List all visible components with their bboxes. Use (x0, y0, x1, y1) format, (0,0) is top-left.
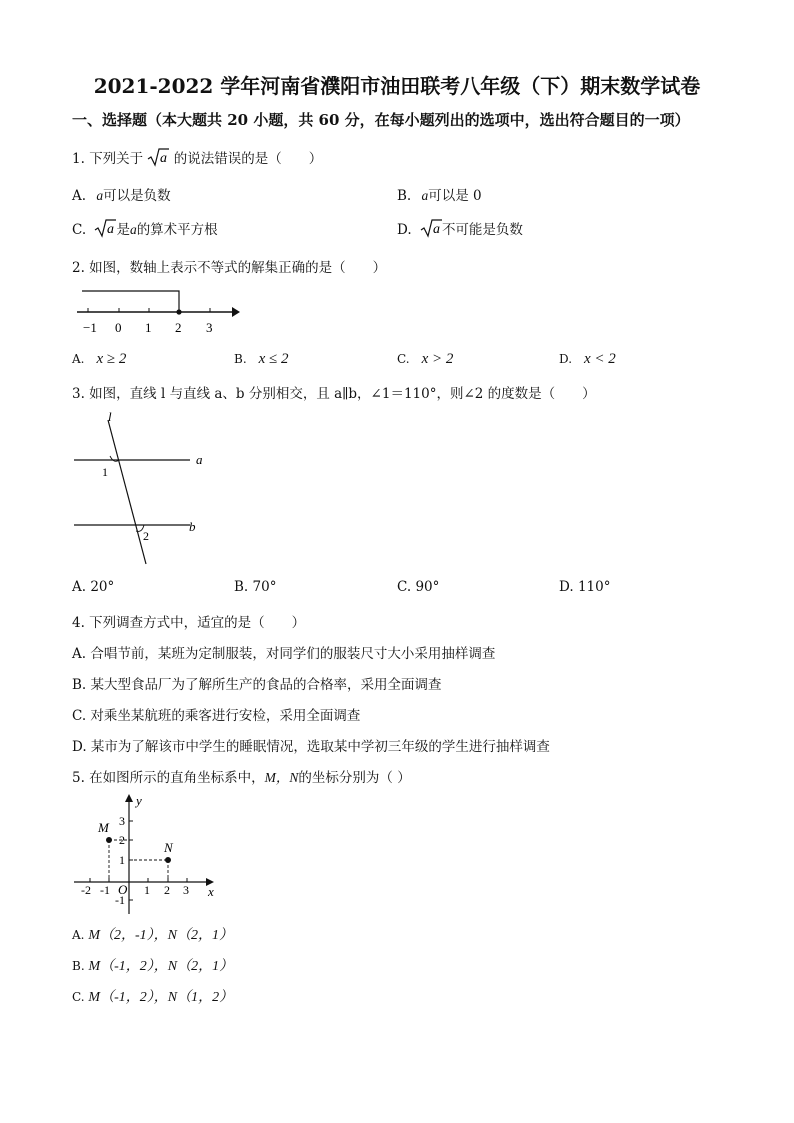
svg-text:a: a (107, 222, 115, 237)
svg-text:a: a (160, 151, 168, 166)
q4-option-d: D. 某市为了解该市中学生的睡眠情况，选取某中学初三年级的学生进行抽样调查 (72, 739, 550, 755)
origin-label: O (118, 882, 128, 897)
q2-option-c: C. x > 2 (397, 351, 454, 367)
x-axis-label: x (208, 884, 214, 899)
q1-number: 1. (72, 151, 85, 167)
question-1-stem (72, 147, 322, 168)
x-tick-label: 3 (183, 883, 189, 897)
q2-option-d: D. x < 2 (559, 351, 616, 367)
question-3-stem: 3. 如图，直线 l 与直线 a、b 分别相交，且 a∥b，∠1＝110°，则∠2 的度数是（ ） (72, 386, 596, 402)
y-tick-label: 1 (119, 853, 125, 867)
svg-text:a: a (432, 222, 440, 237)
tick-label: 2 (175, 320, 182, 335)
q3-option-a: A. 20° (72, 579, 115, 595)
label-b: b (189, 519, 196, 534)
sqrt-symbol-icon (147, 147, 169, 167)
q5-option-c: C. M（-1，2），N（1，2） (72, 990, 234, 1005)
x-tick-label: -2 (81, 883, 91, 897)
q4-option-b: B. 某大型食品厂为了解所生产的食品的合格率，采用全面调查 (72, 677, 442, 693)
q3-option-d: D. 110° (559, 579, 611, 595)
q1-pre: 下列关于 (89, 151, 144, 167)
q1-sqrt-a (147, 147, 169, 168)
q1-option-d: D. a 不可能是负数 (397, 218, 523, 238)
parallel-lines-figure (72, 412, 222, 572)
x-tick-label: -1 (100, 883, 110, 897)
q4-option-c: C. 对乘坐某航班的乘客进行安检，采用全面调查 (72, 708, 361, 724)
question-4-stem: 4. 下列调查方式中，适宜的是（ ） (72, 615, 306, 631)
q1-option-c: C. a 是a的算术平方根 (72, 218, 218, 238)
q2-option-b: B. x ≤ 2 (234, 351, 289, 367)
tick-label: 3 (206, 320, 213, 335)
y-tick-label: -1 (115, 893, 125, 907)
y-ticks (129, 821, 133, 900)
point-m (106, 837, 112, 843)
label-a: a (196, 452, 203, 467)
section-heading: 一、选择题（本大题共 20 小题，共 60 分，在每小题列出的选项中，选出符合题目的一项） (72, 111, 690, 129)
sqrt-symbol-icon (420, 218, 442, 238)
y-tick-label: 3 (119, 814, 125, 828)
q3-option-c: C. 90° (397, 579, 440, 595)
axis-arrow-icon (232, 307, 240, 317)
line-l (108, 420, 146, 564)
y-tick-label: 2 (119, 833, 125, 847)
x-tick-label: 1 (144, 883, 150, 897)
sqrt-symbol-icon (94, 218, 116, 238)
question-2-stem: 2. 如图，数轴上表示不等式的解集正确的是（ ） (72, 260, 387, 276)
q5-option-a: A. M（2，-1），N（2，1） (72, 928, 233, 943)
q1-option-b: B. a可以是 0 (397, 188, 482, 204)
tick-label: 1 (145, 320, 152, 335)
point-n-label: N (164, 840, 173, 855)
q4-option-a: A. 合唱节前，某班为定制服装，对同学们的服装尺寸大小采用抽样调查 (72, 646, 496, 662)
number-line-figure (72, 285, 242, 337)
q1-option-a: A. a可以是负数 (72, 188, 171, 204)
q1-post: 的说法错误的是（ ） (173, 151, 323, 167)
x-tick-label: 2 (164, 883, 170, 897)
label-angle-1: 1 (102, 465, 108, 479)
solution-set-bracket (82, 291, 179, 312)
question-5-stem: 5. 在如图所示的直角坐标系中，M，N的坐标分别为（ ） (72, 770, 411, 786)
label-angle-2: 2 (143, 529, 149, 543)
coordinate-plane-figure (72, 790, 222, 918)
q2-option-a: A. x ≥ 2 (72, 351, 127, 367)
label-l: l (108, 412, 112, 424)
q3-option-b: B. 70° (234, 579, 277, 595)
y-axis-label: y (136, 793, 142, 808)
y-axis-arrow-icon (125, 794, 133, 802)
tick-label: 0 (115, 320, 122, 335)
point-m-label: M (98, 820, 109, 835)
page-title: 2021-2022 学年河南省濮阳市油田联考八年级（下）期末数学试卷 (93, 74, 701, 98)
point-n (165, 857, 171, 863)
solid-point-at-2 (176, 309, 181, 314)
q5-option-b: B. M（-1，2），N（2，1） (72, 959, 234, 974)
tick-label: −1 (83, 320, 97, 335)
